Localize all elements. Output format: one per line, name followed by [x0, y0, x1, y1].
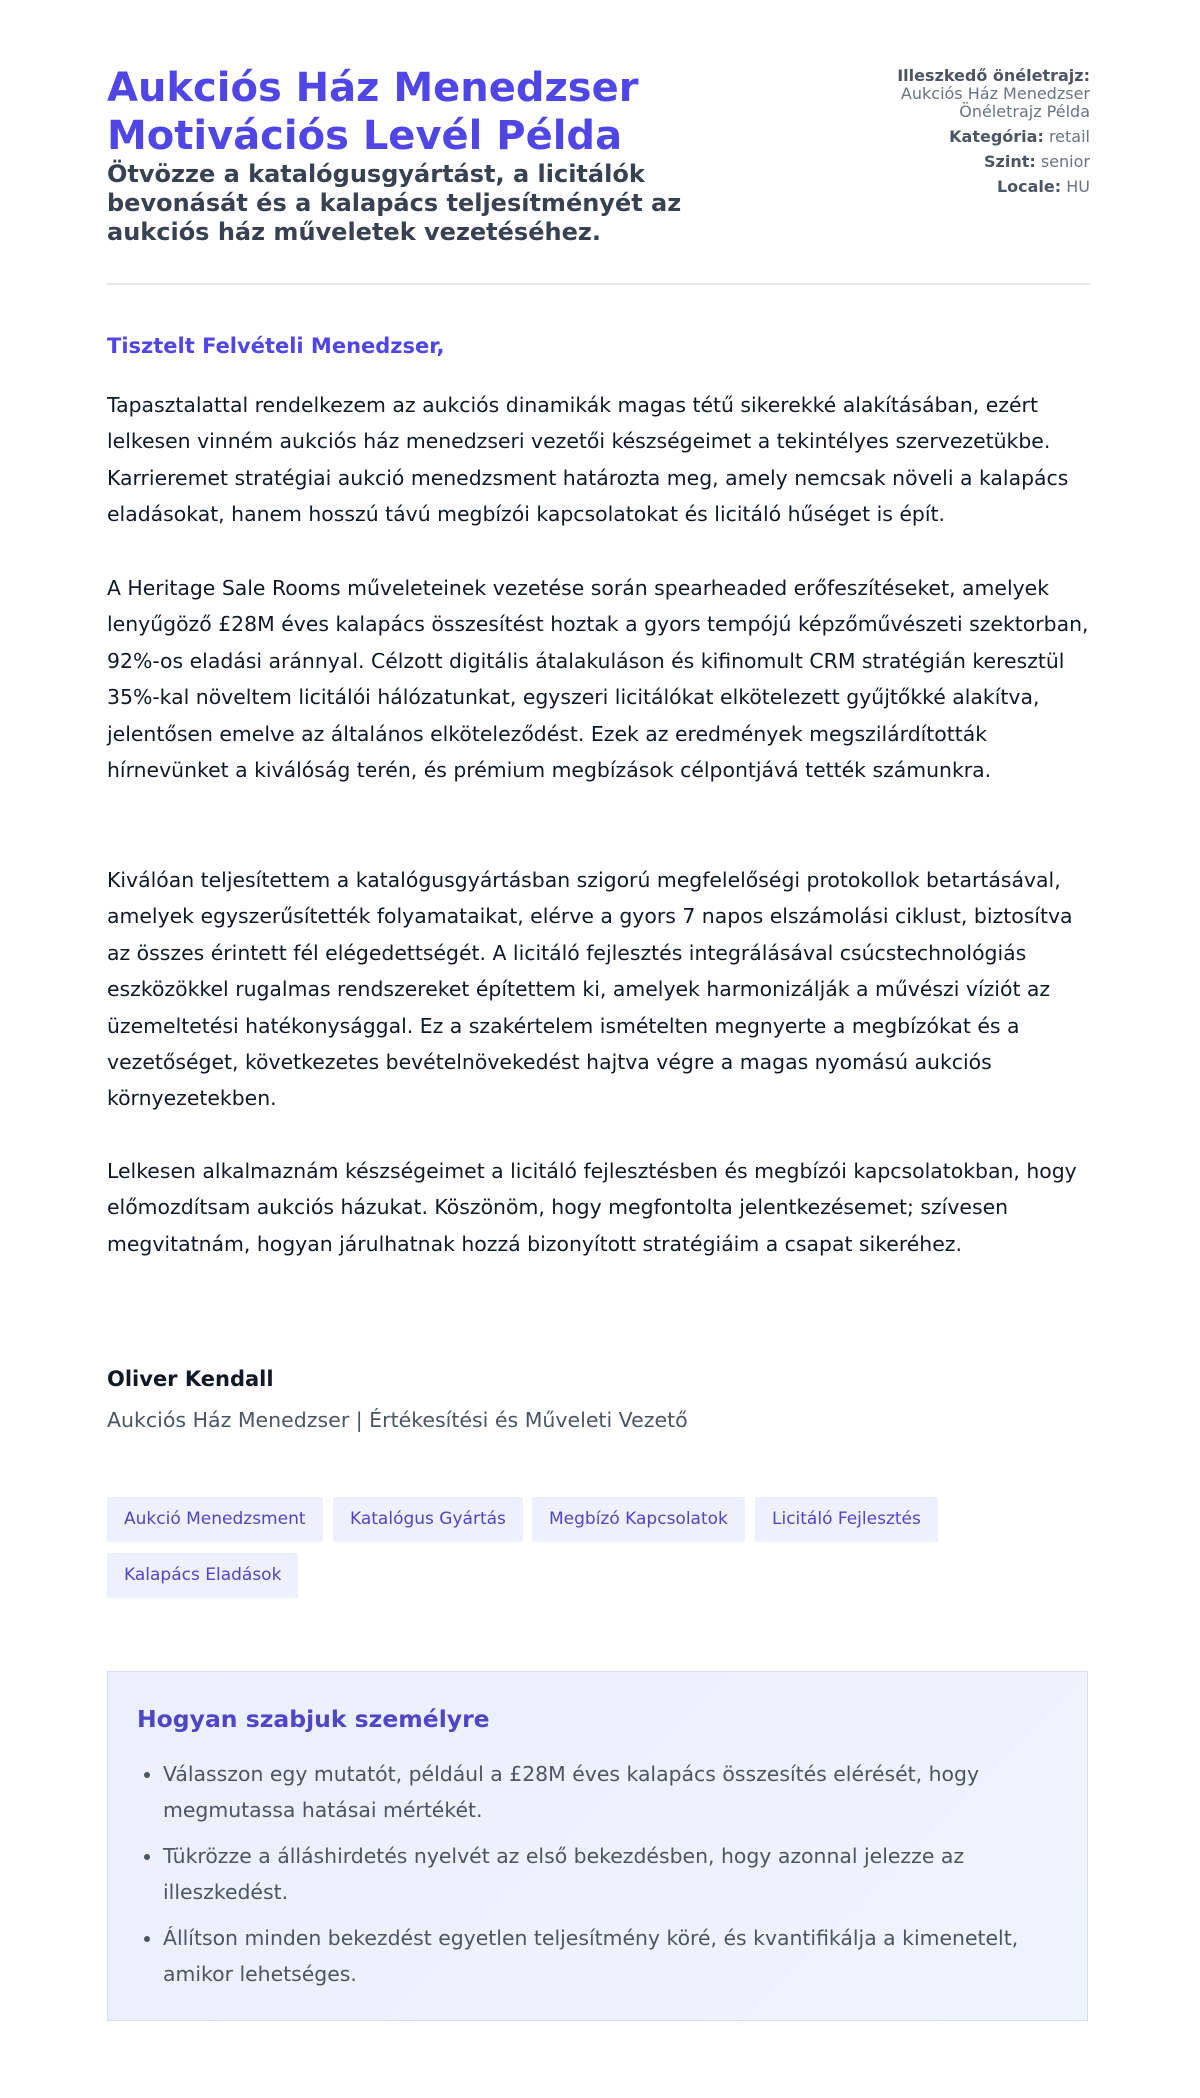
meta-resume-link[interactable]: Aukciós Ház Menedzser Önéletrajz Példa: [900, 84, 1090, 121]
skill-tag: Kalapács Eladások: [107, 1553, 298, 1598]
letter-paragraph-1: Tapasztalattal rendelkezem az aukciós dinamikák magas tétű sikerekké alakításában, ezért lelkesen vinném aukciós ház menedzseri vezetői készségeimet a tekintélyes szervezetükbe. Karrieremet stratégiai aukció menedzsment határozta meg, amely nemcsak növeli a kalapács eladásokat, hanem hosszú távú megbízói kapcsolatokat és licitáló hűséget is épít.: [107, 393, 1069, 527]
meta-resume: [830, 67, 1090, 121]
skill-tag: Aukció Menedzsment: [107, 1497, 323, 1542]
meta-level-value: senior: [1040, 152, 1090, 171]
skill-tag: Megbízó Kapcsolatok: [532, 1497, 745, 1542]
page-title: Aukciós Ház Menedzser Motivációs Levél Példa: [107, 65, 639, 159]
meta-category-label: Kategória:: [949, 127, 1044, 146]
meta-level: [830, 153, 1090, 171]
tips-list: [137, 1756, 1083, 2001]
tip-item: • Tükrözze a álláshirdetés nyelvét az első bekezdésben, hogy azonnal jelezze az illeszkedést.: [163, 1838, 1083, 1911]
tip-item: • Állítson minden bekezdést egyetlen teljesítmény köré, és kvantifikálja a kimenetelt, amikor lehetséges.: [163, 1920, 1083, 1993]
tip-item: • Válasszon egy mutatót, például a £28M éves kalapács összesítés elérését, hogy megmutassa hatásai mértékét.: [163, 1756, 1083, 1829]
skill-tag: Katalógus Gyártás: [333, 1497, 523, 1542]
meta-panel: [830, 67, 1090, 203]
page-subtitle: Ötvözze a katalógusgyártást, a licitálók bevonását és a kalapács teljesítményét az aukciós ház műveletek vezetéséhez.: [107, 160, 682, 246]
letter-paragraph-4: Lelkesen alkalmaznám készségeimet a licitáló fejlesztésben és megbízói kapcsolatokban, hogy előmozdítsam aukciós házukat. Köszönöm, hogy megfontolta jelentkezésemet; szívesen megvitatnám, hogyan járulhatnak hozzá bizonyított stratégiáim a csapat sikeréhez.: [107, 1159, 1077, 1256]
meta-category: [830, 128, 1090, 146]
meta-locale: [830, 178, 1090, 196]
personalization-tips: [107, 1671, 1088, 2021]
tips-title: Hogyan szabjuk személyre: [137, 1705, 490, 1733]
header-divider: [107, 283, 1090, 285]
signature-role: Aukciós Ház Menedzser | Értékesítési és Műveleti Vezető: [107, 1408, 688, 1432]
meta-locale-label: Locale:: [996, 177, 1062, 196]
meta-level-label: Szint:: [984, 152, 1036, 171]
signature-name: Oliver Kendall: [107, 1367, 274, 1391]
meta-category-value: retail: [1048, 127, 1090, 146]
skill-tag: Licitáló Fejlesztés: [755, 1497, 938, 1542]
letter-paragraph-3: Kiválóan teljesítettem a katalógusgyártásban szigorú megfelelőségi protokollok betartásával, amelyek egyszerűsítették folyamataikat, elérve a gyors 7 napos elszámolási ciklust, biztosítva az összes érintett fél elégedettségét. A licitáló fejlesztés integrálásával csúcstechnológiás eszközökkel rugalmas rendszereket építettem ki, amelyek harmonizálják a művészi víziót az üzemeltetési hatékonysággal. Ez a szakértelem ismételten megnyerte a megbízókat és a vezetőséget, következetes bevételnövekedést hajtva végre a magas nyomású aukciós környezetekben.: [107, 868, 1073, 1111]
meta-locale-value: HU: [1066, 177, 1090, 196]
meta-resume-label: Illeszkedő önéletrajz:: [897, 66, 1090, 85]
letter-paragraph-2: A Heritage Sale Rooms műveleteinek vezetése során spearheaded erőfeszítéseket, amelyek lenyűgöző £28M éves kalapács összesítést hoztak a gyors tempójú képzőművészeti szektorban, 92%-os eladási aránnyal. Célzott digitális átalakuláson és kifinomult CRM stratégián keresztül 35%-kal növeltem licitálói hálózatunkat, egyszeri licitálókat elkötelezett gyűjtőkké alakítva, jelentősen emelve az általános elköteleződést. Ezek az eredmények megszilárdították hírnevünket a kiválóság terén, és prémium megbízások célpontjává tették számunkra.: [107, 576, 1089, 783]
letter-salutation: Tisztelt Felvételi Menedzser,: [107, 334, 445, 358]
